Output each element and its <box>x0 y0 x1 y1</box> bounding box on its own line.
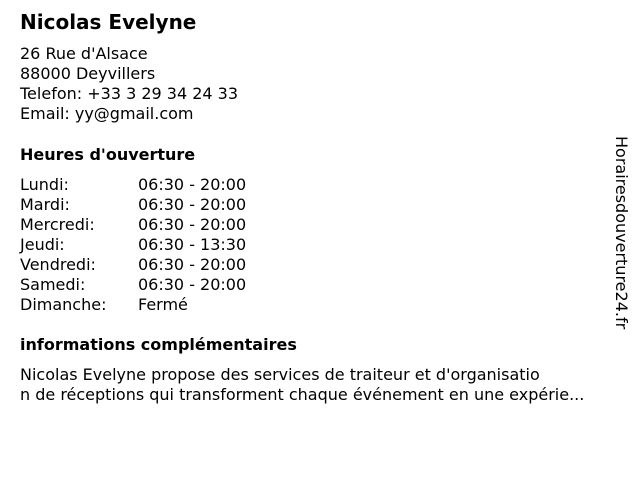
hours-row-wednesday <box>20 215 320 235</box>
time-range: 06:30 - 20:00 <box>138 215 247 234</box>
address-street: 26 Rue d'Alsace <box>20 44 148 63</box>
time-range: 06:30 - 20:00 <box>138 175 247 194</box>
day-label: Lundi: <box>20 175 69 194</box>
description-line-1: Nicolas Evelyne propose des services de traiteur et d'organisatio <box>20 365 540 384</box>
email-address: Email: yy@gmail.com <box>20 104 194 123</box>
hours-row-monday <box>20 175 320 195</box>
hours-row-sunday <box>20 295 320 315</box>
opening-hours-heading: Heures d'ouverture <box>20 145 196 164</box>
time-range: 06:30 - 20:00 <box>138 195 247 214</box>
description-line-2: n de réceptions qui transforment chaque événement en une expérie... <box>20 385 585 404</box>
time-range: Fermé <box>138 295 188 314</box>
time-range: 06:30 - 20:00 <box>138 255 247 274</box>
business-name: Nicolas Evelyne <box>20 10 197 34</box>
site-watermark: Horairesdouverture24.fr <box>612 136 631 330</box>
business-description <box>20 365 584 405</box>
day-label: Mercredi: <box>20 215 95 234</box>
hours-row-friday <box>20 255 320 275</box>
additional-info-heading: informations complémentaires <box>20 335 297 354</box>
day-label: Samedi: <box>20 275 86 294</box>
day-label: Mardi: <box>20 195 70 214</box>
hours-row-saturday <box>20 275 320 295</box>
phone-number: Telefon: +33 3 29 34 24 33 <box>20 84 239 103</box>
time-range: 06:30 - 13:30 <box>138 235 247 254</box>
day-label: Vendredi: <box>20 255 96 274</box>
hours-row-tuesday <box>20 195 320 215</box>
day-label: Jeudi: <box>20 235 65 254</box>
day-label: Dimanche: <box>20 295 107 314</box>
contact-block <box>20 44 238 124</box>
address-city: 88000 Deyvillers <box>20 64 156 83</box>
hours-row-thursday <box>20 235 320 255</box>
opening-hours-table <box>20 175 320 315</box>
time-range: 06:30 - 20:00 <box>138 275 247 294</box>
